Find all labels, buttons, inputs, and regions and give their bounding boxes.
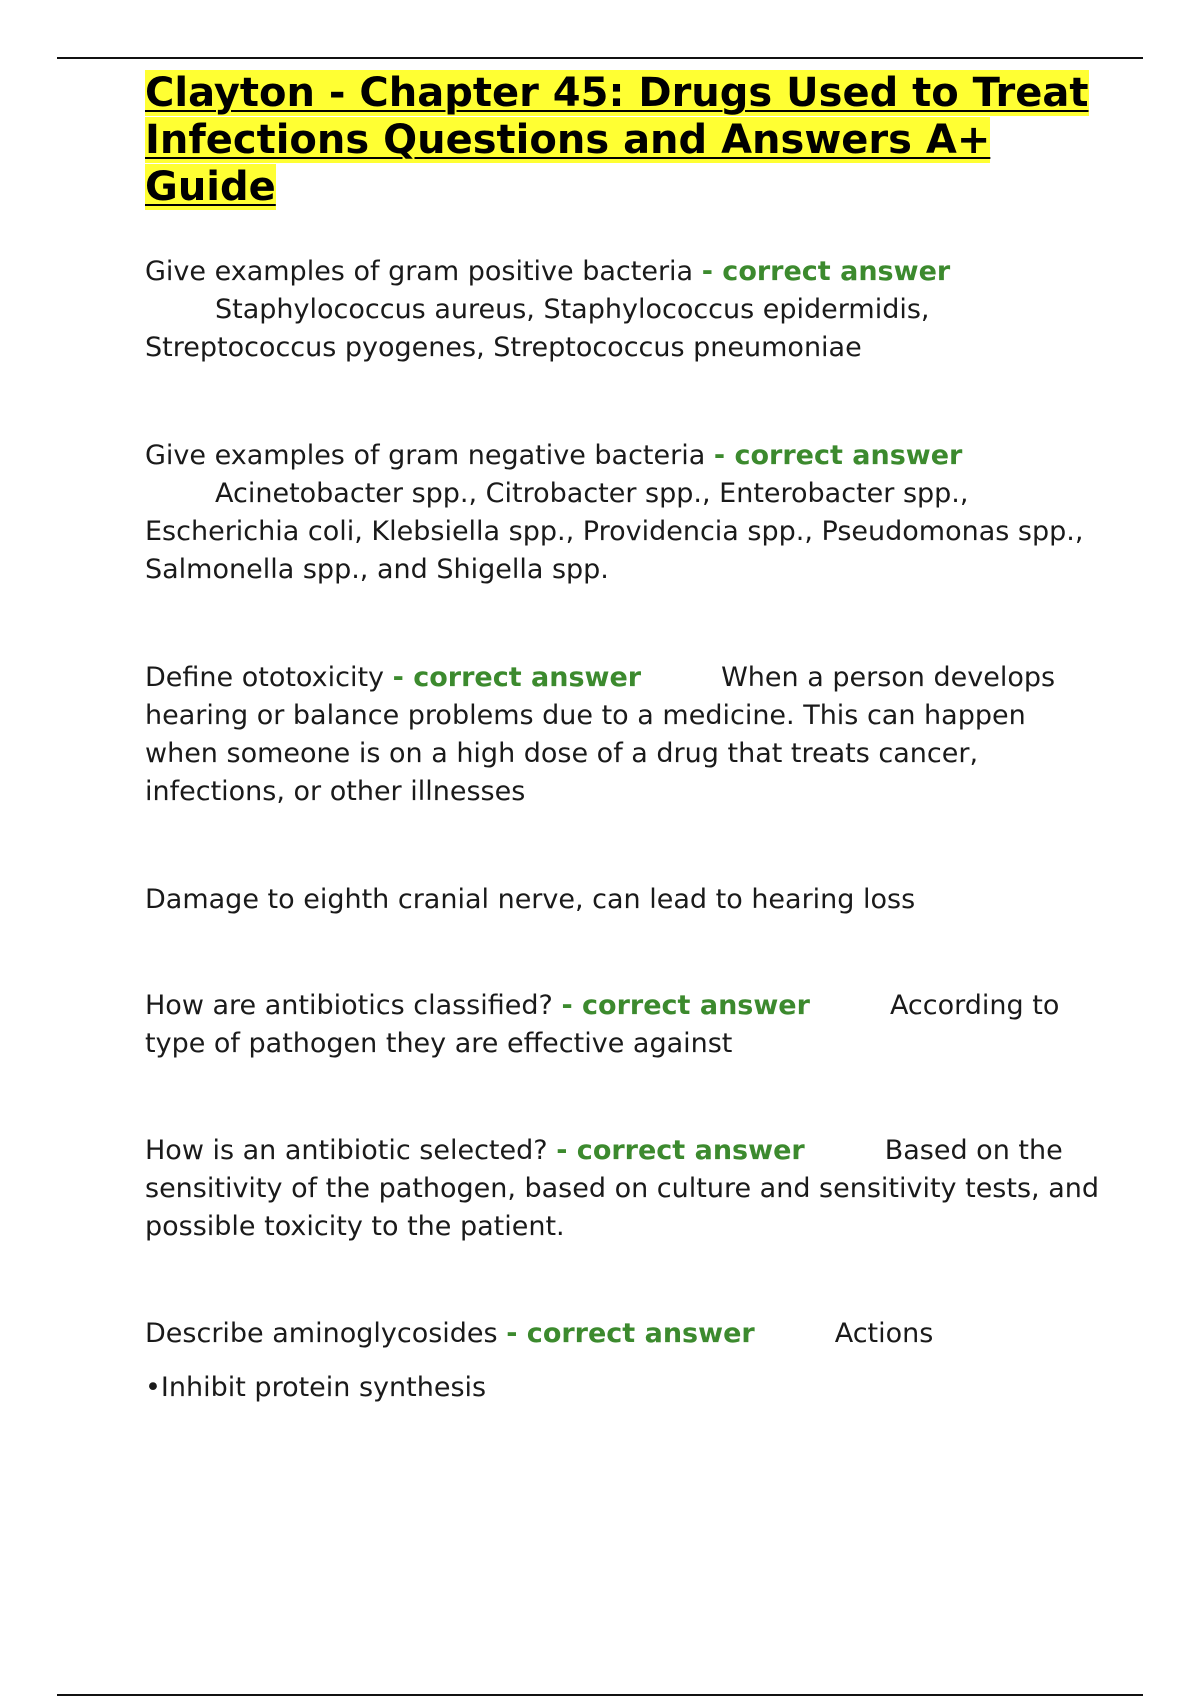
top-rule (57, 57, 1143, 59)
document-page (145, 70, 1105, 1407)
bottom-rule (57, 1694, 1143, 1696)
question-text: Give examples of gram positive bacteria (145, 256, 694, 287)
answer-label: - correct answer (701, 256, 951, 287)
qa-item (145, 1132, 1105, 1246)
answer-text: When a person develops hearing or balance problems due to a medicine. This can happen when someone is on a high dose of a drug that treats cancer, infections, or other illnesses (145, 662, 1056, 807)
answer-text: Based on the sensitivity of the pathogen, based on culture and sensitivity tests, and possible toxicity to the patient. (145, 1135, 1099, 1242)
answer-text: Acinetobacter spp., Citrobacter spp., Enterobacter spp., Escherichia coli, Klebsiella spp., Providencia spp., Pseudomonas spp., Salmonella spp., and Shigella spp. (145, 478, 1084, 585)
answer-text: Actions (834, 1318, 934, 1349)
answer-label: - correct answer (561, 990, 810, 1021)
question-text: How are antibiotics classified? (145, 990, 553, 1021)
qa-item (145, 437, 1105, 589)
answer-label: - correct answer (713, 440, 963, 471)
qa-item (145, 253, 1105, 367)
answer-label: - correct answer (392, 662, 642, 693)
answer-label: - correct answer (556, 1135, 805, 1166)
qa-item (145, 659, 1105, 811)
document-title (145, 70, 1105, 211)
qa-item (145, 1315, 1105, 1353)
answer-text: Staphylococcus aureus, Staphylococcus epidermidis, Streptococcus pyogenes, Streptococcus pneumoniae (145, 294, 930, 363)
question-text: Define ototoxicity (145, 662, 385, 693)
title-highlight: Clayton - Chapter 45: Drugs Used to Treat Infections Questions and Answers A+ Guide (145, 70, 1089, 210)
answer-text: According to type of pathogen they are effective against (145, 990, 1060, 1059)
qa-item (145, 987, 1105, 1063)
answer-label: - correct answer (506, 1318, 755, 1349)
note-text: Damage to eighth cranial nerve, can lead to hearing loss (145, 884, 916, 915)
question-text: How is an antibiotic selected? (145, 1135, 548, 1166)
question-text: Give examples of gram negative bacteria (145, 440, 706, 471)
question-text: Describe aminoglycosides (145, 1318, 498, 1349)
bullet-item: •Inhibit protein synthesis (145, 1372, 487, 1403)
